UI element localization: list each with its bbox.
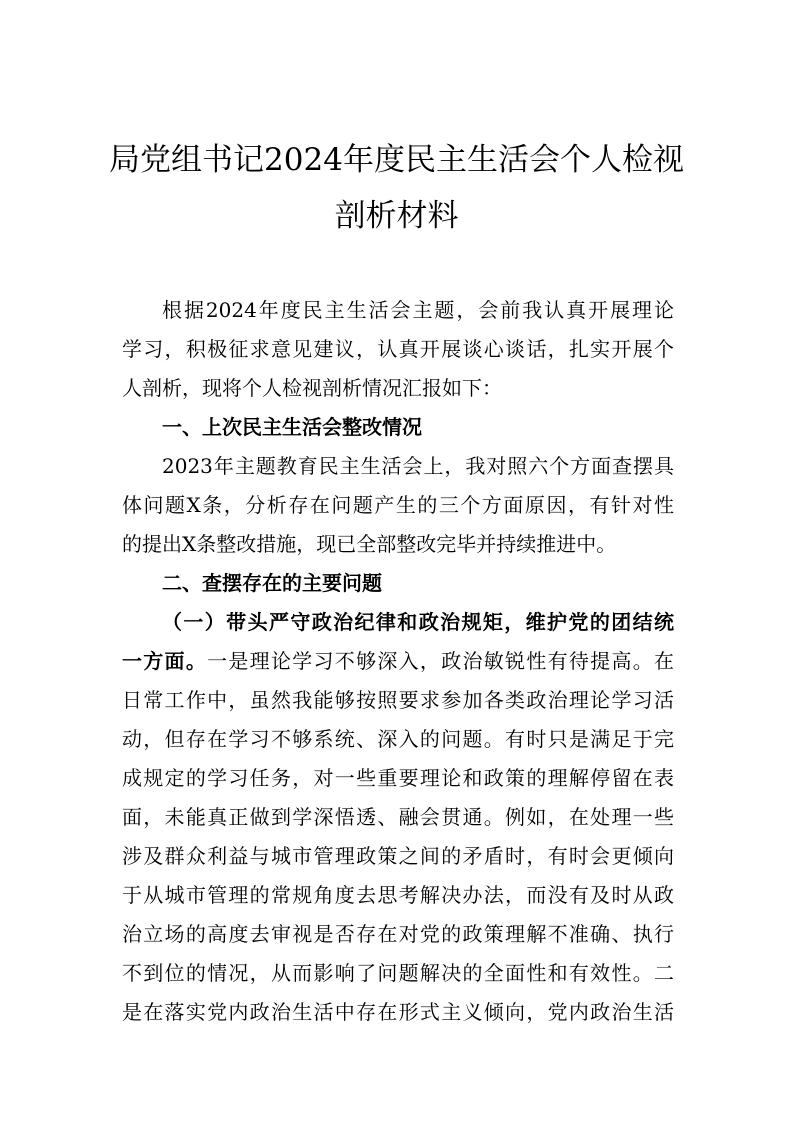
subsection-heading-1 — [122, 603, 674, 642]
document-title-line-2: 剖析材料 — [334, 198, 459, 234]
subsection-line: 治立场的高度去审视是否存在对党的政策理解不准确、执行 — [122, 922, 674, 946]
subsection-line: 是在落实党内政治生活中存在形式主义倾向，党内政治生活 — [122, 1000, 674, 1024]
subsection-heading-text: 一方面。 — [122, 649, 208, 673]
intro-line: 学习，积极征求意见建议，认真开展谈心谈话，扎实开展个 — [122, 337, 674, 361]
subsection-heading-text: （一）带头严守政治纪律和政治规矩，维护党的团结统 — [162, 610, 674, 634]
intro-line: 人剖析，现将个人检视剖析情况汇报如下： — [122, 376, 502, 400]
subsection-line: 成规定的学习任务，对一些重要理论和政策的理解停留在表 — [122, 766, 674, 790]
subsection-line: 动，但存在学习不够系统、深入的问题。有时只是满足于完 — [122, 727, 674, 751]
subsection-line: 涉及群众利益与城市管理政策之间的矛盾时，有时会更倾向 — [122, 844, 674, 868]
section-heading-2: 二、查摆存在的主要问题 — [162, 571, 382, 595]
section1-line: 体问题X条，分析存在问题产生的三个方面原因，有针对性 — [122, 493, 674, 517]
subsection-text: 一是理论学习不够深入，政治敏锐性有待提高。在 — [207, 649, 674, 673]
document-body — [122, 291, 674, 1032]
section-heading-1: 一、上次民主生活会整改情况 — [162, 415, 422, 439]
intro-line: 根据2024年度民主生活会主题，会前我认真开展理论 — [162, 298, 674, 322]
subsection-line: 不到位的情况，从而影响了问题解决的全面性和有效性。二 — [122, 961, 674, 985]
subsection-line: 日常工作中，虽然我能够按照要求参加各类政治理论学习活 — [122, 688, 674, 712]
subsection-line: 于从城市管理的常规角度去思考解决办法，而没有及时从政 — [122, 883, 674, 907]
subsection-line — [122, 642, 674, 681]
document-title-line-1: 局党组书记2024年度民主生活会个人检视 — [109, 142, 684, 178]
section1-line: 的提出X条整改措施，现已全部整改完毕并持续推进中。 — [122, 532, 617, 556]
subsection-line: 面，未能真正做到学深悟透、融会贯通。例如，在处理一些 — [122, 805, 674, 829]
section1-line: 2023年主题教育民主生活会上，我对照六个方面查摆具 — [162, 454, 674, 478]
